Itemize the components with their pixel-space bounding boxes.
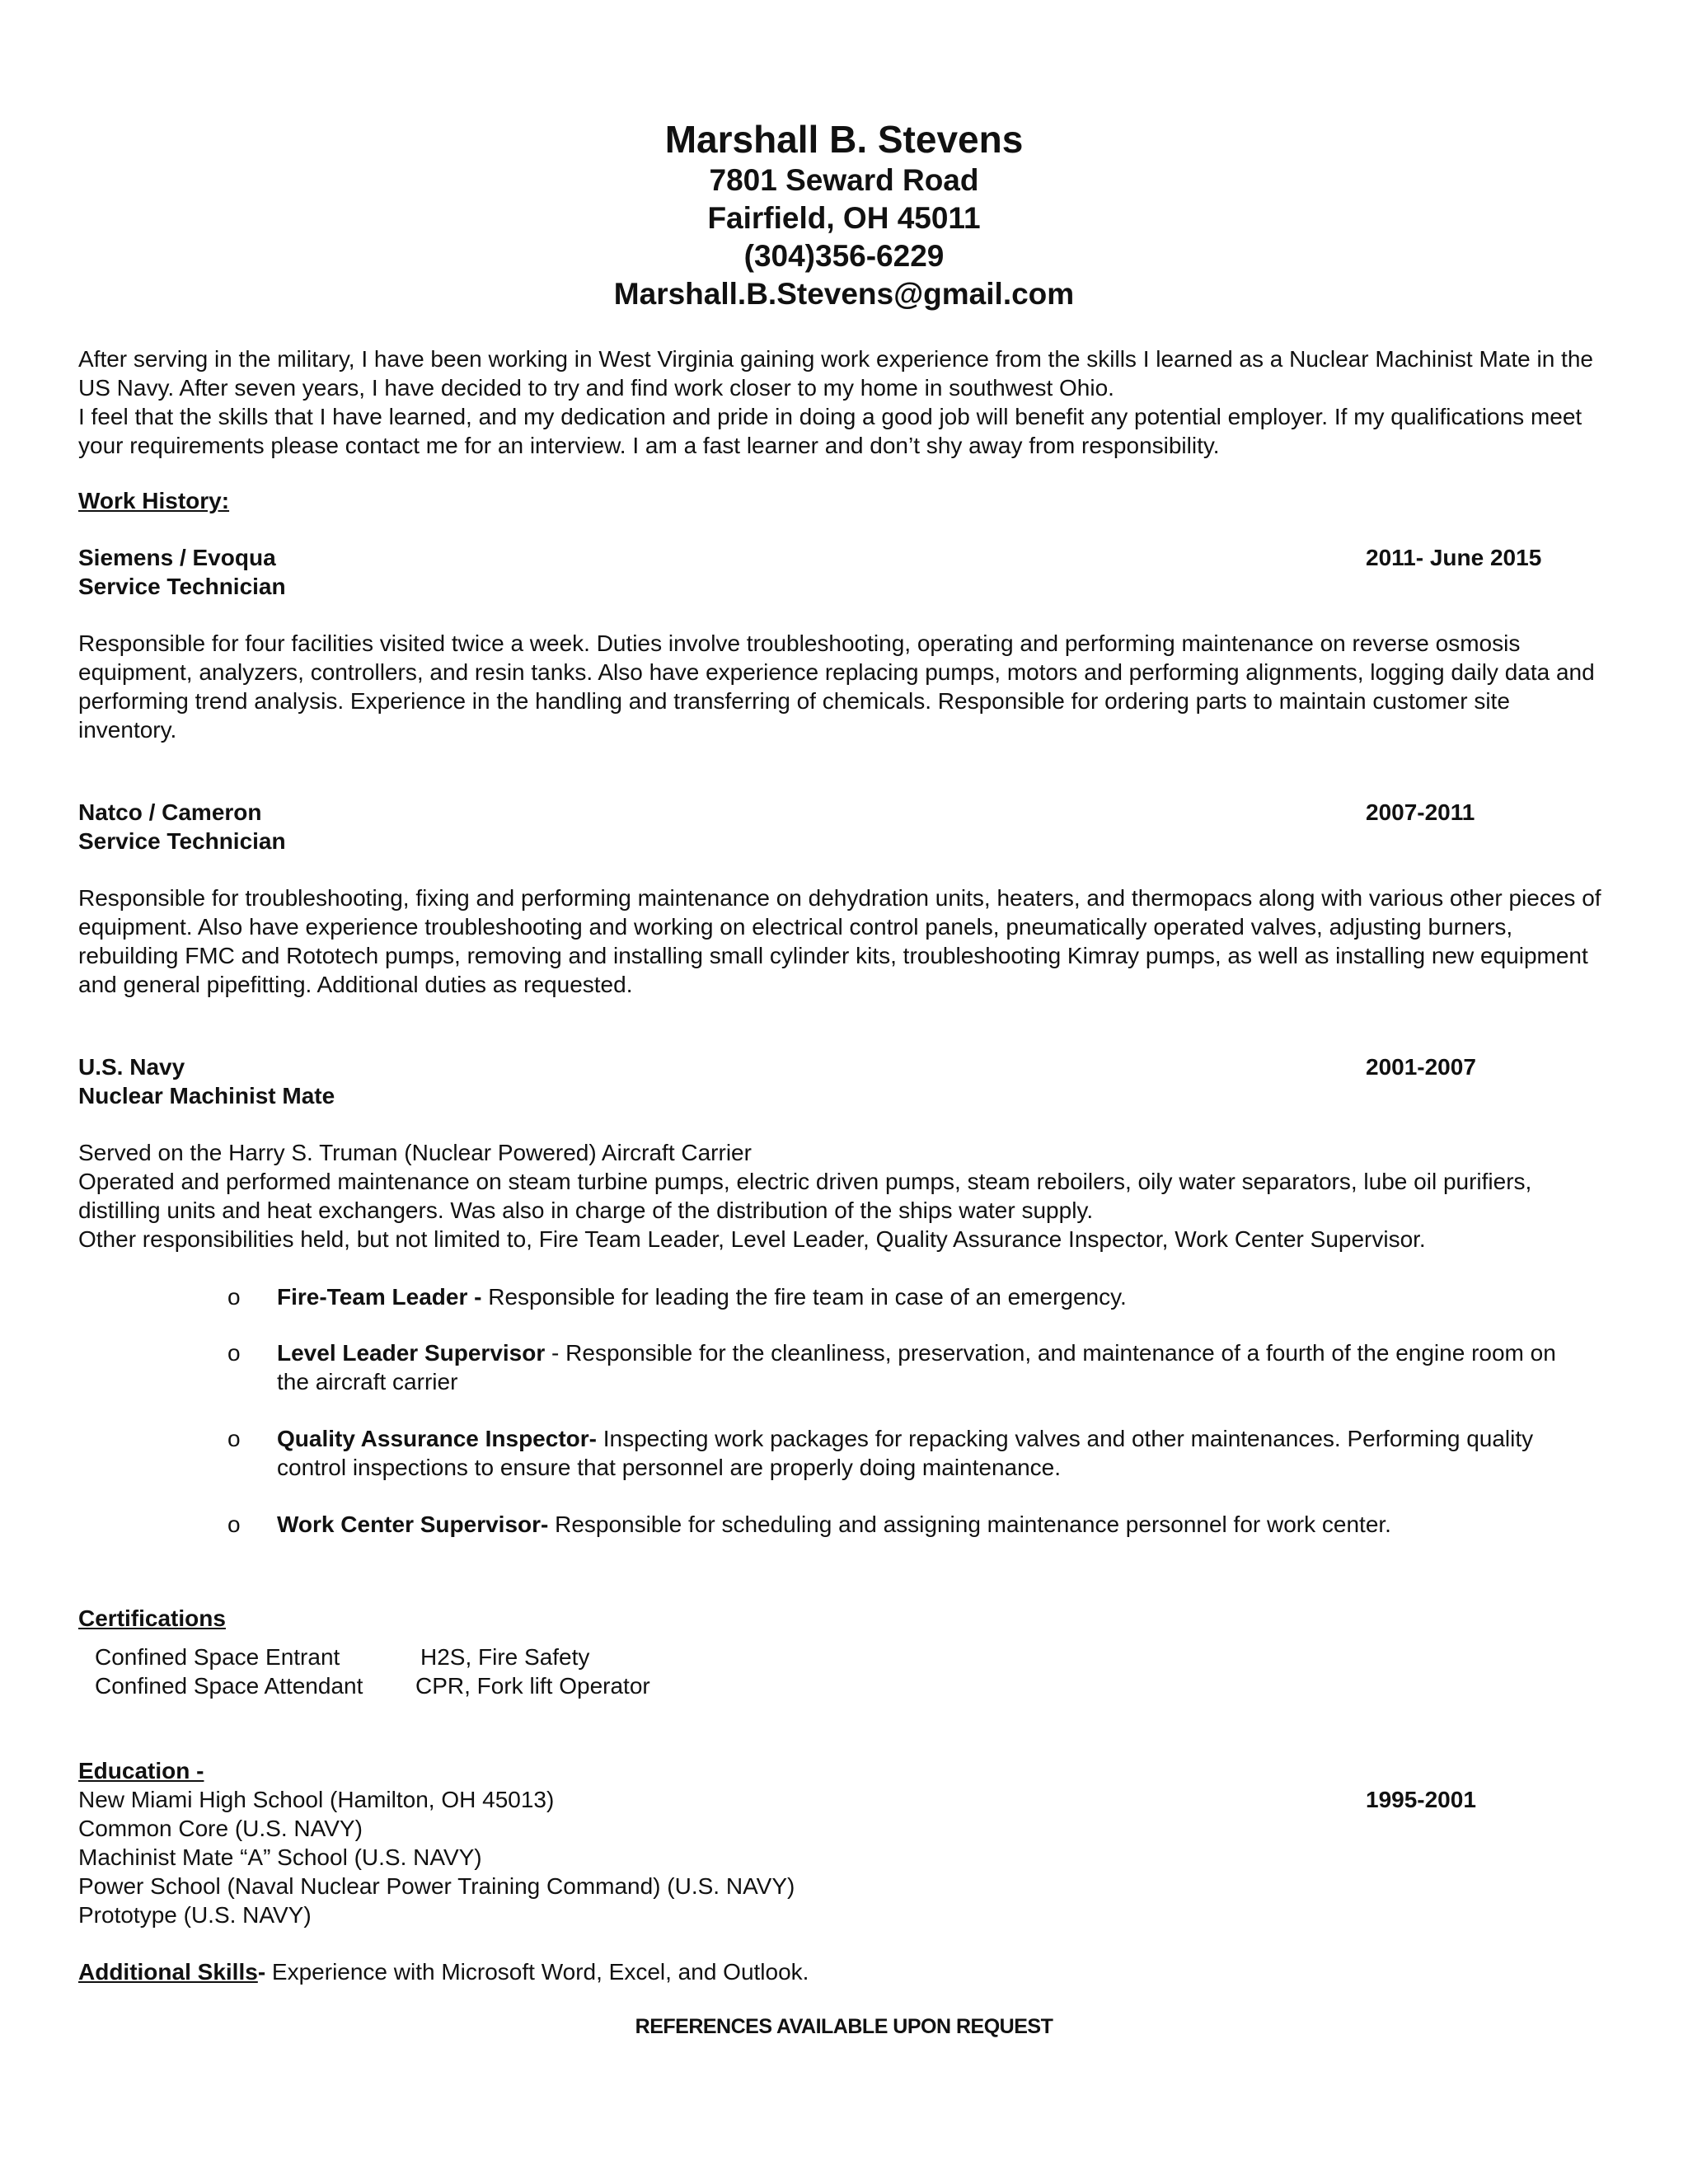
education-item: New Miami High School (Hamilton, OH 45013) bbox=[78, 1787, 555, 1812]
job-2-dates: 2007-2011 bbox=[1366, 799, 1475, 825]
job-3-company: U.S. Navy bbox=[78, 1054, 185, 1080]
bullet-item bbox=[277, 1282, 1563, 1311]
job-3-title: Nuclear Machinist Mate bbox=[78, 1083, 335, 1108]
bullet-label: Fire-Team Leader - bbox=[277, 1284, 482, 1310]
bullet-marker: o bbox=[227, 1284, 241, 1310]
education-heading: Education - bbox=[78, 1758, 204, 1783]
certification-item: Confined Space Entrant bbox=[95, 1644, 340, 1670]
job-3-line-3: Other responsibilities held, but not limited to, Fire Team Leader, Level Leader, Quality Assurance Inspector, Work Center Supervisor. bbox=[78, 1226, 1426, 1252]
phone-number: (304)356-6229 bbox=[743, 239, 945, 273]
bullet-marker: o bbox=[227, 1340, 241, 1366]
bullet-item bbox=[277, 1424, 1563, 1482]
job-1-company: Siemens / Evoqua bbox=[78, 545, 276, 570]
bullet-marker: o bbox=[227, 1426, 241, 1451]
education-item: Prototype (U.S. NAVY) bbox=[78, 1902, 312, 1928]
email-address: Marshall.B.Stevens@gmail.com bbox=[613, 277, 1075, 311]
bullet-item bbox=[277, 1510, 1563, 1539]
contact-header bbox=[0, 117, 1688, 313]
additional-skills bbox=[78, 1957, 809, 1986]
job-3-line-1: Served on the Harry S. Truman (Nuclear Powered) Aircraft Carrier bbox=[78, 1140, 752, 1165]
certification-item: Confined Space Attendant bbox=[95, 1673, 363, 1699]
bullet-description: - Responsible for the cleanliness, preservation, and maintenance of a fourth of the engine room on the aircraft carrier bbox=[277, 1340, 1556, 1394]
additional-skills-heading: Additional Skills bbox=[78, 1959, 258, 1985]
job-2-title: Service Technician bbox=[78, 828, 286, 854]
education-dates: 1995-2001 bbox=[1366, 1787, 1476, 1812]
education-item: Power School (Naval Nuclear Power Training Command) (U.S. NAVY) bbox=[78, 1873, 795, 1899]
city-state-zip: Fairfield, OH 45011 bbox=[707, 201, 981, 235]
job-2-company: Natco / Cameron bbox=[78, 799, 262, 825]
job-3-line-2: Operated and performed maintenance on steam turbine pumps, electric driven pumps, steam reboilers, oily water separators, lube oil purifiers, distilling units and heat exchangers. Was also in charge of the distribution of the ships water supply. bbox=[78, 1169, 1532, 1223]
certifications-heading: Certifications bbox=[78, 1605, 226, 1631]
summary-paragraph-1: After serving in the military, I have been working in West Virginia gaining work experience from the skills I learned as a Nuclear Machinist Mate in the US Navy. After seven years, I have decided to try and find work closer to my home in southwest Ohio. bbox=[78, 346, 1593, 401]
work-history-heading: Work History: bbox=[78, 488, 230, 513]
street-address: 7801 Seward Road bbox=[709, 163, 979, 197]
certification-item: H2S, Fire Safety bbox=[420, 1644, 590, 1670]
bullet-label: Quality Assurance Inspector- bbox=[277, 1426, 597, 1451]
bullet-marker: o bbox=[227, 1511, 241, 1537]
additional-skills-dash: - bbox=[257, 1959, 266, 1985]
job-1-title: Service Technician bbox=[78, 574, 286, 599]
bullet-description: Responsible for leading the fire team in case of an emergency. bbox=[481, 1284, 1127, 1310]
bullet-description: Responsible for scheduling and assigning maintenance personnel for work center. bbox=[548, 1511, 1391, 1537]
job-1-dates: 2011- June 2015 bbox=[1366, 545, 1542, 570]
bullet-description: Inspecting work packages for repacking valves and other maintenances. Performing quality control inspections to ensure that personnel are properly doing maintenance. bbox=[277, 1426, 1534, 1480]
bullet-item bbox=[277, 1338, 1563, 1396]
job-2-description: Responsible for troubleshooting, fixing and performing maintenance on dehydration units, heaters, and thermopacs along with various other pieces of equipment. Also have experience troubleshooting and working on electrical control panels, pneumatically operated valves, adjusting burners, rebuilding FMC and Rototech pumps, removing and installing small cylinder kits, troubleshooting Kimray pumps, as well as installing new equipment and general pipefitting. Additional duties as requested. bbox=[78, 885, 1601, 997]
certification-item: CPR, Fork lift Operator bbox=[415, 1673, 650, 1699]
summary-paragraph-2: I feel that the skills that I have learned, and my dedication and pride in doing a good job will benefit any potential employer. If my qualifications meet your requirements please contact me for an interview. I am a fast learner and don’t shy away from responsibility. bbox=[78, 404, 1582, 458]
bullet-label: Work Center Supervisor- bbox=[277, 1511, 549, 1537]
additional-skills-text: Experience with Microsoft Word, Excel, and Outlook. bbox=[265, 1959, 809, 1985]
references-note: REFERENCES AVAILABLE UPON REQUEST bbox=[635, 2015, 1053, 2038]
bullet-label: Level Leader Supervisor bbox=[277, 1340, 546, 1366]
job-3-dates: 2001-2007 bbox=[1366, 1054, 1476, 1080]
education-item: Machinist Mate “A” School (U.S. NAVY) bbox=[78, 1844, 482, 1870]
candidate-name: Marshall B. Stevens bbox=[664, 118, 1024, 161]
education-item: Common Core (U.S. NAVY) bbox=[78, 1816, 363, 1841]
job-1-description: Responsible for four facilities visited twice a week. Duties involve troubleshooting, operating and performing maintenance on reverse osmosis equipment, analyzers, controllers, and resin tanks. Also have experience replacing pumps, motors and performing alignments, logging daily data and performing trend analysis. Experience in the handling and transferring of chemicals. Responsible for ordering parts to maintain customer site inventory. bbox=[78, 630, 1595, 743]
